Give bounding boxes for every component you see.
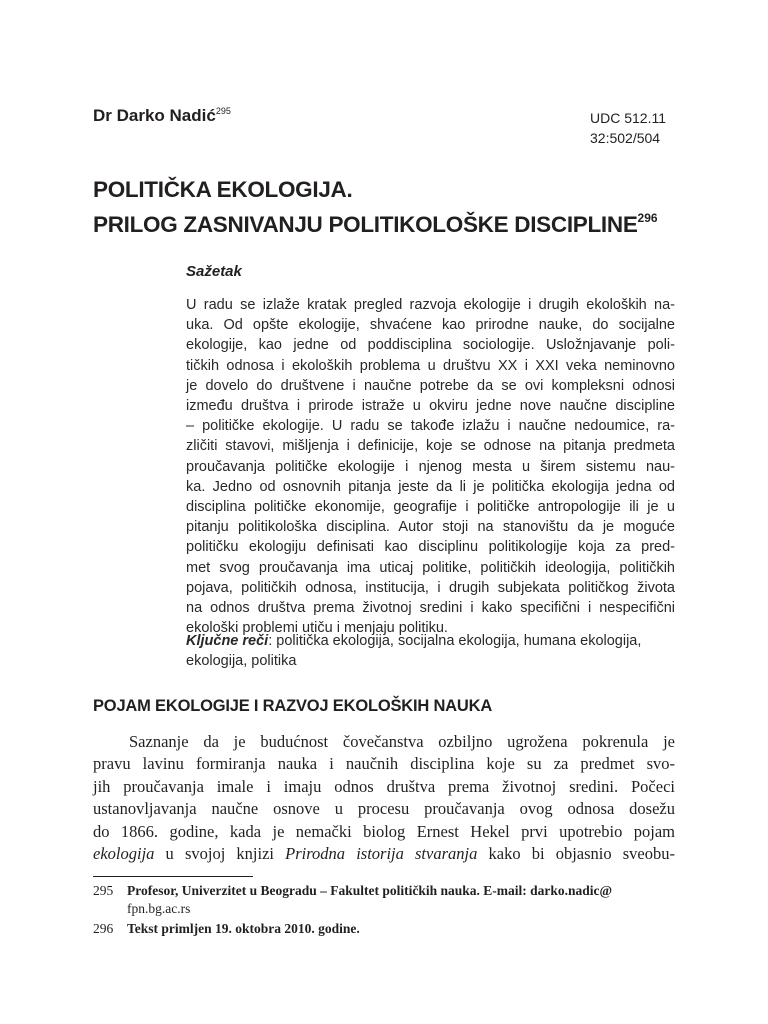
udc-line-2: 32:502/504 xyxy=(590,130,661,146)
footnote-text-line-1: Profesor, Univerzitet u Beogradu – Fakultet političkih nauka. E-mail: darko.nadic@ xyxy=(127,883,613,898)
abstract-line: na odnos društva prema životnoj sredini i kako specifični i nespecifični xyxy=(186,600,675,617)
body-line-6-mid: u svojoj knjizi xyxy=(154,844,286,864)
body-line: do 1866. godine, kada je nemački biolog Ernest Hekel prvi upotrebio pojam xyxy=(93,821,675,841)
title-line-1: POLITIČKA EKOLOGIJA. xyxy=(93,177,353,202)
title-footnote-ref: 296 xyxy=(637,211,658,225)
term-ekologija: ekologija xyxy=(93,844,155,864)
body-line-6-end: kako bi objasnio sveobu- xyxy=(477,844,675,864)
keywords-label: Ključne reči xyxy=(186,633,269,649)
footnote-divider xyxy=(93,876,253,877)
book-title: Prirodna istorija stvaranja xyxy=(285,844,478,864)
udc-line-1: UDC 512.11 xyxy=(590,110,667,126)
keywords-list-1: : politička ekologija, socijalna ekologija, humana ekologija, xyxy=(268,633,642,649)
footnote-number: 296 xyxy=(93,921,114,936)
abstract-line: – političke ekologije. U radu se takođe izlažu i naučne nedoumice, ra- xyxy=(186,418,675,435)
abstract-line: ekološki problemi utiču i menjaju politiku. xyxy=(186,620,448,637)
author-footnote-ref: 295 xyxy=(215,106,231,116)
paper-title xyxy=(93,175,733,239)
abstract-line: proučavanja političke ekologije i njenog mesta u širem sistemu nau- xyxy=(186,458,675,475)
abstract-line: disciplina političke ekonomije, geografije i političke antropologije ili je u xyxy=(186,499,675,516)
keywords xyxy=(186,631,675,671)
footnote-email-domain: fpn.bg.ac.rs xyxy=(127,901,191,916)
abstract-line: između društva i prirode istraže u okviru jedne nove naučne discipline xyxy=(186,398,675,415)
body-line: jih proučavanja imale i imaju odnos društva prema životnoj sredini. Počeci xyxy=(93,776,675,796)
section-heading: POJAM EKOLOGIJE I RAZVOJ EKOLOŠKIH NAUKA xyxy=(93,697,493,715)
abstract-line: ka. Jedno od osnovnih pitanja jeste da li je politička ekologija jedna od xyxy=(186,478,675,495)
body-line xyxy=(93,843,675,865)
title-line-2-text: PRILOG ZASNIVANJU POLITIKOLOŠKE DISCIPLINE xyxy=(93,212,638,237)
abstract-line: je dovelo do društvene i naučne potrebe da se ovi kompleksni odnosi xyxy=(186,377,675,394)
title-line-2 xyxy=(93,204,733,239)
abstract-line: uka. Od opšte ekologije, shvaćene kao prirodne nauke, do socijalne xyxy=(186,317,675,334)
footnote-text: Tekst primljen 19. oktobra 2010. godine. xyxy=(127,921,360,936)
footnote-number: 295 xyxy=(93,883,114,898)
abstract-line: političku ekologiju definisati kao disciplinu politikologije koja za pred- xyxy=(186,539,675,556)
abstract-heading: Sažetak xyxy=(186,263,242,280)
abstract-line: pitanju politikološka disciplina. Autor stoji na stanovištu da je moguće xyxy=(186,519,675,536)
abstract-line: zličiti stavovi, mišljenja i definicije, koje se odnose na pitanja predmeta xyxy=(186,438,675,455)
abstract-line: met svog proučavanja ima uticaj politike, političkih ideologija, političkih xyxy=(186,559,675,576)
udc-code xyxy=(590,108,666,148)
body-paragraph xyxy=(93,731,675,865)
footnote-text xyxy=(127,882,687,918)
keywords-line-1 xyxy=(186,631,675,651)
abstract-line: ekologije, kao jedne od poddisciplina sociologije. Usložnjavanje poli- xyxy=(186,337,675,354)
author-name-text: Dr Darko Nadić xyxy=(93,106,216,125)
body-line: Saznanje da je budućnost čovečanstva ozbiljno ugrožena pokrenula je xyxy=(129,732,675,751)
abstract-line: tičkih odnosa i ekoloških problema u društvu XX i XXI veka neminovno xyxy=(186,357,675,374)
abstract-text xyxy=(186,295,675,638)
author-name xyxy=(93,106,231,126)
body-line: ustanovljavanja naučne osnove u procesu proučavanja ovog odnosa dosežu xyxy=(93,799,675,819)
abstract-line: pojava, političkih odnosa, institucija, i drugih subjekata političkog života xyxy=(186,579,675,596)
keywords-list-2: ekologija, politika xyxy=(186,653,297,670)
abstract-line: U radu se izlaže kratak pregled razvoja ekologije i drugih ekoloških na- xyxy=(186,297,675,313)
body-line: pravu lavinu formiranja nauka i naučnih disciplina koje su za predmet svo- xyxy=(93,754,675,774)
